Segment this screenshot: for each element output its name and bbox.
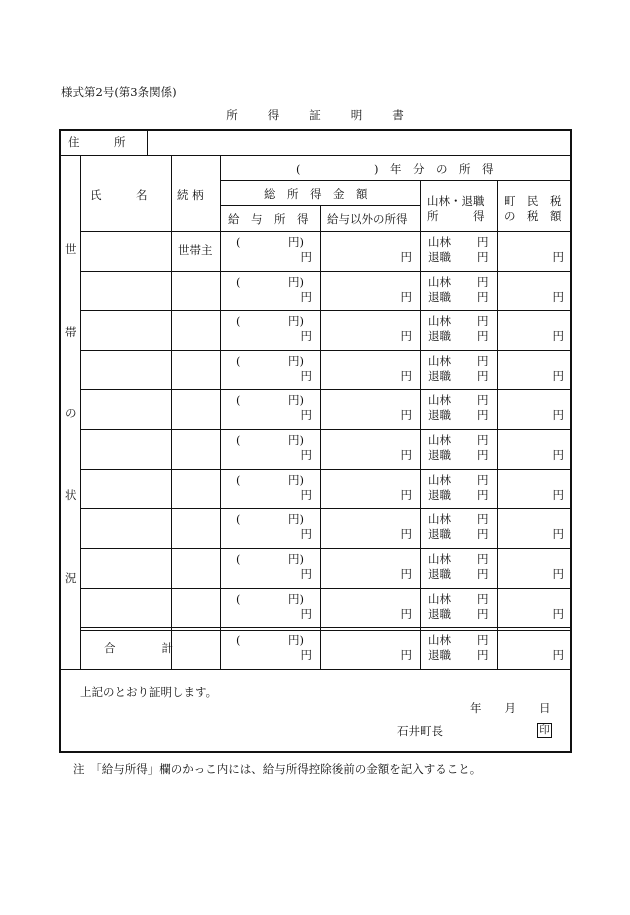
row-paren-open: (	[236, 235, 241, 249]
title-char: 得	[267, 108, 280, 122]
certification-statement: 上記のとおり証明します。	[80, 685, 218, 699]
row-retire-label: 退職	[428, 488, 451, 502]
row-forest-label: 山林	[428, 235, 451, 249]
row-retire-label: 退職	[428, 408, 451, 422]
table-row-line	[80, 508, 571, 509]
footnote: 注 「給与所得」欄のかっこ内には、給与所得控除後前の金額を記入すること。	[73, 762, 482, 776]
row-retire-label: 退職	[428, 290, 451, 304]
row-other-yen: 円	[400, 408, 412, 422]
other-income-header: 給与以外の所得	[327, 212, 408, 226]
total-salary-yen: 円	[300, 648, 312, 662]
row-paren-open: (	[236, 512, 241, 526]
side-label-char: 状	[65, 488, 77, 502]
row-paren-open: (	[236, 393, 241, 407]
row-other-yen: 円	[400, 607, 412, 621]
relation-cell: 世帯主	[178, 243, 213, 257]
mayor-label: 石井町長	[397, 724, 443, 738]
side-label-char: 帯	[65, 325, 77, 339]
title-char: 書	[392, 108, 404, 122]
row-forest-label: 山林	[428, 433, 451, 447]
address-label: 住 所	[68, 135, 126, 149]
row-forest-yen: 円	[477, 433, 489, 447]
row-retire-yen: 円	[477, 408, 489, 422]
name-column-line	[171, 155, 172, 669]
side-label-char: の	[65, 406, 77, 420]
table-bottom-line	[60, 669, 571, 670]
row-salary-yen: 円	[300, 329, 312, 343]
row-retire-yen: 円	[477, 369, 489, 383]
relation-header: 続 柄	[177, 188, 204, 202]
total-label: 合 計	[104, 641, 173, 655]
row-salary-yen: 円	[300, 369, 312, 383]
other-income-column-line	[420, 180, 421, 669]
table-row-line	[80, 588, 571, 589]
income-subheader-line	[220, 205, 420, 206]
row-forest-label: 山林	[428, 393, 451, 407]
total-paren-open: (	[236, 633, 241, 647]
row-other-yen: 円	[400, 250, 412, 264]
table-row-line	[80, 429, 571, 430]
row-retire-yen: 円	[477, 488, 489, 502]
row-salary-paren-yen: 円)	[288, 235, 304, 249]
table-row-line	[80, 389, 571, 390]
total-other-yen: 円	[400, 648, 412, 662]
row-other-yen: 円	[400, 448, 412, 462]
row-tax-yen: 円	[552, 567, 564, 581]
form-number-label: 様式第2号(第3条関係)	[61, 85, 177, 99]
row-retire-label: 退職	[428, 329, 451, 343]
year-header-line	[220, 180, 571, 181]
forest-retire-header: 山林・退職	[427, 194, 485, 208]
row-retire-label: 退職	[428, 607, 451, 621]
row-salary-yen: 円	[300, 527, 312, 541]
forest-retire-header-2: 所 得	[427, 209, 485, 223]
row-forest-yen: 円	[477, 314, 489, 328]
row-tax-yen: 円	[552, 290, 564, 304]
row-retire-yen: 円	[477, 448, 489, 462]
row-salary-paren-yen: 円)	[288, 314, 304, 328]
salary-income-header: 給 与 所 得	[228, 212, 309, 226]
address-row-line	[60, 155, 571, 156]
side-label-char: 況	[65, 571, 77, 585]
row-salary-paren-yen: 円)	[288, 433, 304, 447]
row-forest-label: 山林	[428, 275, 451, 289]
row-forest-label: 山林	[428, 552, 451, 566]
side-column-line	[80, 155, 81, 669]
table-row-line	[80, 548, 571, 549]
row-forest-yen: 円	[477, 275, 489, 289]
row-salary-paren-yen: 円)	[288, 473, 304, 487]
seal-mark: 印	[537, 723, 552, 738]
year-prefix: (	[296, 162, 301, 176]
salary-column-line	[320, 205, 321, 669]
row-paren-open: (	[236, 314, 241, 328]
row-forest-label: 山林	[428, 354, 451, 368]
row-other-yen: 円	[400, 488, 412, 502]
row-other-yen: 円	[400, 527, 412, 541]
relation-column-line	[220, 155, 221, 669]
row-retire-yen: 円	[477, 329, 489, 343]
title-char: 証	[309, 108, 321, 122]
total-salary-paren-yen: 円)	[288, 633, 304, 647]
row-paren-open: (	[236, 473, 241, 487]
row-retire-label: 退職	[428, 448, 451, 462]
total-line-1	[80, 627, 571, 628]
row-forest-yen: 円	[477, 354, 489, 368]
row-forest-label: 山林	[428, 314, 451, 328]
date-field: 年 月 日	[470, 701, 551, 715]
row-retire-yen: 円	[477, 607, 489, 621]
row-retire-yen: 円	[477, 527, 489, 541]
row-retire-label: 退職	[428, 369, 451, 383]
row-paren-open: (	[236, 275, 241, 289]
certificate-table	[59, 129, 572, 753]
total-retire-yen: 円	[477, 648, 489, 662]
row-tax-yen: 円	[552, 607, 564, 621]
row-forest-yen: 円	[477, 552, 489, 566]
name-header: 氏 名	[90, 188, 148, 202]
row-salary-paren-yen: 円)	[288, 512, 304, 526]
row-salary-yen: 円	[300, 448, 312, 462]
row-salary-yen: 円	[300, 250, 312, 264]
table-row-line	[80, 469, 571, 470]
header-bottom-line	[80, 231, 571, 232]
row-tax-yen: 円	[552, 448, 564, 462]
row-salary-yen: 円	[300, 607, 312, 621]
document-title	[0, 110, 630, 122]
row-retire-label: 退職	[428, 527, 451, 541]
row-salary-paren-yen: 円)	[288, 354, 304, 368]
total-forest-label: 山林	[428, 633, 451, 647]
row-paren-open: (	[236, 433, 241, 447]
year-suffix: ) 年 分 の 所 得	[374, 162, 494, 176]
town-tax-header-2: の 税 額	[504, 209, 562, 223]
row-forest-yen: 円	[477, 393, 489, 407]
row-retire-yen: 円	[477, 290, 489, 304]
town-tax-header: 町 民 税	[504, 194, 562, 208]
table-row-line	[80, 350, 571, 351]
row-forest-yen: 円	[477, 473, 489, 487]
row-salary-paren-yen: 円)	[288, 275, 304, 289]
row-tax-yen: 円	[552, 527, 564, 541]
row-salary-paren-yen: 円)	[288, 393, 304, 407]
row-forest-label: 山林	[428, 473, 451, 487]
row-tax-yen: 円	[552, 408, 564, 422]
row-salary-yen: 円	[300, 567, 312, 581]
row-other-yen: 円	[400, 329, 412, 343]
row-retire-yen: 円	[477, 250, 489, 264]
total-tax-yen: 円	[552, 648, 564, 662]
row-retire-yen: 円	[477, 567, 489, 581]
row-paren-open: (	[236, 354, 241, 368]
row-retire-label: 退職	[428, 567, 451, 581]
row-tax-yen: 円	[552, 329, 564, 343]
total-line-2	[80, 630, 571, 631]
title-char: 所	[226, 108, 238, 122]
row-salary-yen: 円	[300, 290, 312, 304]
table-row-line	[80, 271, 571, 272]
row-forest-label: 山林	[428, 592, 451, 606]
row-paren-open: (	[236, 592, 241, 606]
row-other-yen: 円	[400, 567, 412, 581]
row-salary-yen: 円	[300, 488, 312, 502]
row-tax-yen: 円	[552, 488, 564, 502]
side-label-char: 世	[65, 242, 77, 256]
row-forest-label: 山林	[428, 512, 451, 526]
row-retire-label: 退職	[428, 250, 451, 264]
row-salary-paren-yen: 円)	[288, 552, 304, 566]
row-tax-yen: 円	[552, 369, 564, 383]
row-salary-paren-yen: 円)	[288, 592, 304, 606]
total-retire-label: 退職	[428, 648, 451, 662]
address-divider	[147, 130, 148, 155]
title-char: 明	[350, 108, 363, 122]
table-row-line	[80, 310, 571, 311]
row-other-yen: 円	[400, 369, 412, 383]
row-paren-open: (	[236, 552, 241, 566]
row-other-yen: 円	[400, 290, 412, 304]
total-forest-yen: 円	[477, 633, 489, 647]
row-forest-yen: 円	[477, 592, 489, 606]
row-tax-yen: 円	[552, 250, 564, 264]
row-forest-yen: 円	[477, 512, 489, 526]
forest-column-line	[497, 180, 498, 669]
total-income-header: 総 所 得 金 額	[264, 187, 368, 201]
row-forest-yen: 円	[477, 235, 489, 249]
row-salary-yen: 円	[300, 408, 312, 422]
